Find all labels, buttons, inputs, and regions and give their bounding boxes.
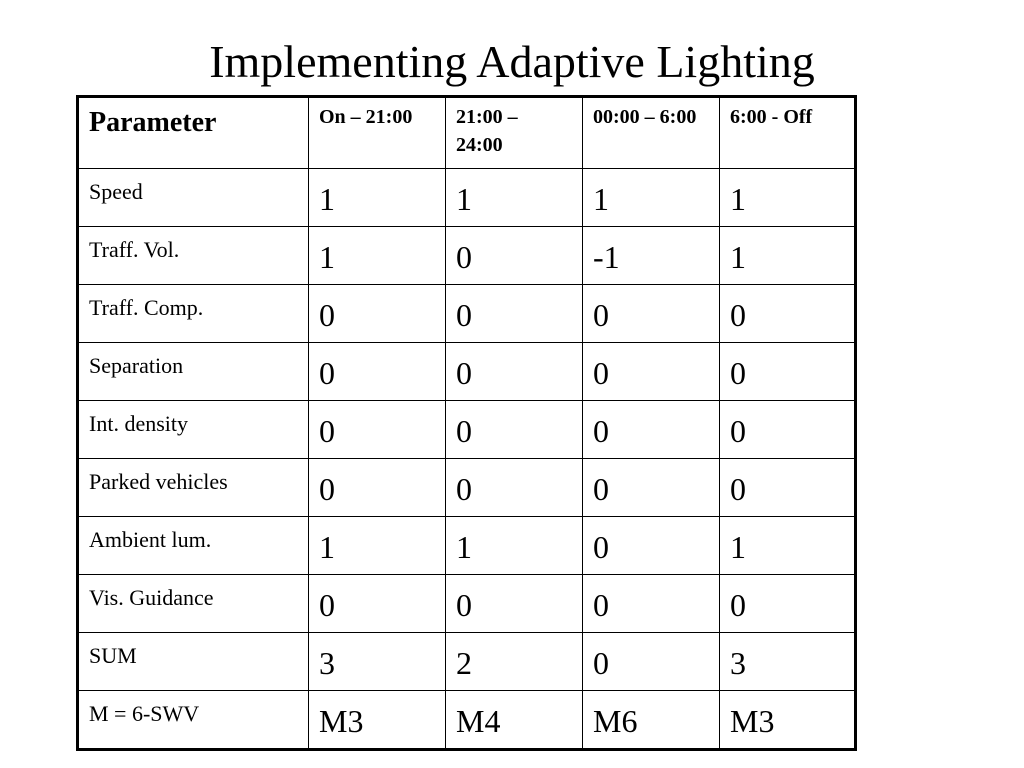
cell-value: 0 (456, 471, 472, 507)
row-label: Speed (89, 179, 143, 204)
table-header-row (78, 97, 856, 169)
value-cell (309, 343, 446, 401)
header-cell-period-4 (720, 97, 856, 169)
row-label: M = 6-SWV (89, 701, 200, 726)
cell-value: 1 (456, 181, 472, 217)
header-cell-period-1 (309, 97, 446, 169)
lighting-table (76, 95, 857, 751)
value-cell (583, 575, 720, 633)
slide-title: Implementing Adaptive Lighting (209, 36, 815, 87)
value-cell (720, 169, 856, 227)
header-period-label: 00:00 – 6:00 (593, 106, 697, 128)
row-label-cell (78, 401, 309, 459)
value-cell (309, 227, 446, 285)
table-row (78, 227, 856, 285)
cell-value: 0 (319, 413, 335, 449)
row-label: Traff. Vol. (89, 237, 180, 262)
table-row (78, 285, 856, 343)
cell-value: 0 (593, 471, 609, 507)
cell-value: 0 (456, 587, 472, 623)
cell-value: M6 (593, 703, 638, 739)
cell-value: 0 (730, 471, 746, 507)
cell-value: 0 (319, 297, 335, 333)
cell-value: M3 (730, 703, 775, 739)
value-cell (446, 691, 583, 750)
cell-value: 1 (730, 181, 746, 217)
cell-value: 3 (319, 645, 335, 681)
value-cell (583, 459, 720, 517)
cell-value: 0 (456, 413, 472, 449)
cell-value: 0 (593, 355, 609, 391)
cell-value: 0 (319, 587, 335, 623)
table-row (78, 401, 856, 459)
row-label: Ambient lum. (89, 527, 212, 552)
value-cell (720, 343, 856, 401)
row-label: Separation (89, 353, 184, 378)
value-cell (446, 343, 583, 401)
row-label: Parked vehicles (89, 469, 228, 494)
cell-value: 0 (730, 297, 746, 333)
table-row (78, 169, 856, 227)
cell-value: 0 (593, 297, 609, 333)
table-row (78, 459, 856, 517)
cell-value: 1 (593, 181, 609, 217)
value-cell (583, 691, 720, 750)
value-cell (446, 285, 583, 343)
value-cell (583, 285, 720, 343)
cell-value: 0 (456, 355, 472, 391)
header-parameter-label: Parameter (89, 107, 217, 138)
value-cell (309, 401, 446, 459)
cell-value: 0 (730, 587, 746, 623)
cell-value: 0 (730, 355, 746, 391)
header-period-label: On – 21:00 (319, 106, 413, 128)
value-cell (446, 169, 583, 227)
row-label-cell (78, 169, 309, 227)
value-cell (446, 401, 583, 459)
cell-value: 0 (593, 413, 609, 449)
table-row (78, 343, 856, 401)
table-row (78, 633, 856, 691)
table-row (78, 517, 856, 575)
value-cell (309, 575, 446, 633)
cell-value: 0 (730, 413, 746, 449)
row-label: Traff. Comp. (89, 295, 204, 320)
value-cell (720, 691, 856, 750)
value-cell (583, 517, 720, 575)
header-period-label: 6:00 - Off (730, 106, 813, 128)
value-cell (446, 459, 583, 517)
cell-value: 0 (319, 355, 335, 391)
value-cell (583, 227, 720, 285)
value-cell (720, 285, 856, 343)
row-label-cell (78, 633, 309, 691)
cell-value: 0 (319, 471, 335, 507)
header-cell-parameter (78, 97, 309, 169)
cell-value: 1 (730, 529, 746, 565)
cell-value: 0 (456, 239, 472, 275)
row-label-cell (78, 285, 309, 343)
value-cell (583, 169, 720, 227)
cell-value: -1 (593, 239, 620, 275)
value-cell (309, 517, 446, 575)
value-cell (309, 691, 446, 750)
value-cell (720, 633, 856, 691)
table-row (78, 575, 856, 633)
value-cell (720, 227, 856, 285)
cell-value: 1 (319, 529, 335, 565)
value-cell (720, 401, 856, 459)
row-label-cell (78, 575, 309, 633)
header-cell-period-3 (583, 97, 720, 169)
value-cell (583, 633, 720, 691)
cell-value: M4 (456, 703, 501, 739)
row-label-cell (78, 517, 309, 575)
cell-value: M3 (319, 703, 364, 739)
value-cell (720, 459, 856, 517)
value-cell (309, 285, 446, 343)
value-cell (583, 401, 720, 459)
value-cell (446, 633, 583, 691)
value-cell (446, 517, 583, 575)
value-cell (720, 517, 856, 575)
cell-value: 1 (456, 529, 472, 565)
row-label-cell (78, 691, 309, 750)
header-period-label: 21:00 – 24:00 (456, 106, 518, 156)
row-label-cell (78, 459, 309, 517)
cell-value: 0 (593, 587, 609, 623)
cell-value: 1 (319, 181, 335, 217)
lighting-table-container (76, 95, 857, 751)
row-label-cell (78, 343, 309, 401)
row-label: Vis. Guidance (89, 585, 214, 610)
value-cell (309, 169, 446, 227)
table-row (78, 691, 856, 750)
value-cell (446, 227, 583, 285)
cell-value: 3 (730, 645, 746, 681)
value-cell (720, 575, 856, 633)
value-cell (309, 633, 446, 691)
value-cell (583, 343, 720, 401)
cell-value: 1 (730, 239, 746, 275)
row-label: Int. density (89, 411, 188, 436)
cell-value: 0 (593, 529, 609, 565)
row-label: SUM (89, 643, 137, 668)
header-cell-period-2 (446, 97, 583, 169)
cell-value: 2 (456, 645, 472, 681)
cell-value: 1 (319, 239, 335, 275)
value-cell (309, 459, 446, 517)
cell-value: 0 (593, 645, 609, 681)
row-label-cell (78, 227, 309, 285)
value-cell (446, 575, 583, 633)
cell-value: 0 (456, 297, 472, 333)
